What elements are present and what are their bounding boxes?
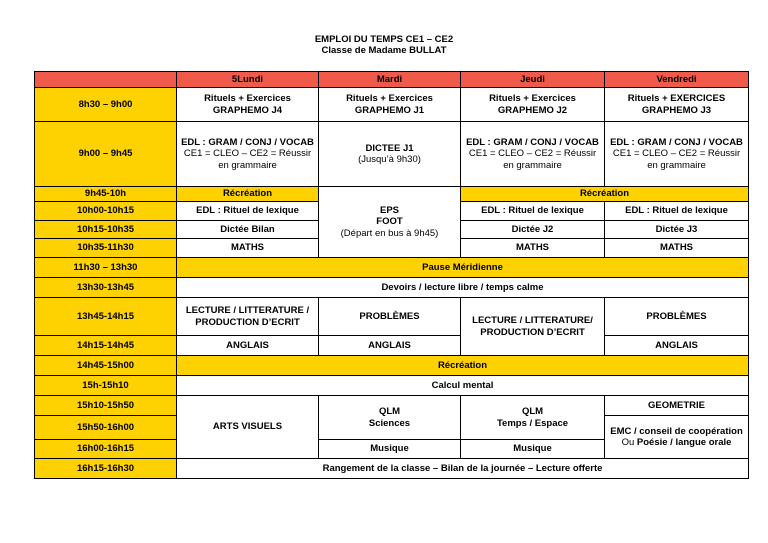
cell-emc <box>605 416 749 459</box>
cell-edl-sub: CE1 = CLEO – CE2 = Réussir en grammaire <box>468 148 597 171</box>
cell-maths-vendredi: MATHS <box>605 239 749 258</box>
cell-edl-lundi <box>177 122 319 187</box>
cell-rituels-vendredi: Rituels + EXERCICES GRAPHEMO J3 <box>605 88 749 122</box>
cell-recreation-jeudi-vendredi: Récréation <box>461 187 749 202</box>
cell-emc-ou: Ou <box>621 437 637 448</box>
cell-rituels-lundi: Rituels + Exercices GRAPHEMO J4 <box>177 88 319 122</box>
cell-edl-title: EDL : GRAM / CONJ / VOCAB <box>466 136 599 148</box>
cell-eps <box>319 187 461 258</box>
cell-dictee-j1-title: DICTEE J1 <box>365 142 414 154</box>
time-cell: 16h15-16h30 <box>35 459 177 479</box>
cell-anglais-mardi: ANGLAIS <box>319 336 461 356</box>
cell-devoirs: Devoirs / lecture libre / temps calme <box>177 278 749 298</box>
cell-qlm-temps-espace: Temps / Espace <box>496 417 569 429</box>
time-cell: 8h30 – 9h00 <box>35 88 177 122</box>
cell-arts-visuels: ARTS VISUELS <box>177 396 319 459</box>
time-cell: 10h35-11h30 <box>35 239 177 258</box>
cell-problemes-mardi: PROBLÈMES <box>319 298 461 336</box>
cell-edl-title: EDL : GRAM / CONJ / VOCAB <box>610 136 743 148</box>
time-cell: 15h50-16h00 <box>35 416 177 440</box>
table-row <box>35 376 749 396</box>
cell-emc-title: EMC / conseil de coopération <box>610 425 743 437</box>
cell-lexique-vendredi: EDL : Rituel de lexique <box>605 202 749 221</box>
time-cell: 16h00-16h15 <box>35 440 177 459</box>
cell-lexique-jeudi: EDL : Rituel de lexique <box>461 202 605 221</box>
cell-eps-note: (Départ en bus à 9h45) <box>340 227 439 239</box>
time-cell: 9h45-10h <box>35 187 177 202</box>
cell-edl-sub: CE1 = CLEO – CE2 = Réussir en grammaire <box>612 148 741 171</box>
cell-rangement: Rangement de la classe – Bilan de la journée – Lecture offerte <box>177 459 749 479</box>
cell-anglais-lundi: ANGLAIS <box>177 336 319 356</box>
time-cell: 11h30 – 13h30 <box>35 258 177 278</box>
cell-dictee-j1-note: (Jusqu’à 9h30) <box>358 154 421 165</box>
table-row <box>35 298 749 336</box>
cell-qlm-sciences: Sciences <box>368 417 411 429</box>
day-header-lundi: 5Lundi <box>177 72 319 88</box>
table-row <box>35 459 749 479</box>
table-row <box>35 278 749 298</box>
cell-edl-jeudi <box>461 122 605 187</box>
page-subtitle: Classe de Madame BULLAT <box>321 45 447 56</box>
cell-geometrie: GEOMETRIE <box>605 396 749 416</box>
cell-emc-alt <box>607 437 746 449</box>
header-row <box>35 72 749 88</box>
cell-rituels-jeudi: Rituels + Exercices GRAPHEMO J2 <box>461 88 605 122</box>
table-row <box>35 356 749 376</box>
cell-recreation-lundi: Récréation <box>177 187 319 202</box>
cell-lecture-jeudi: LECTURE / LITTERATURE/ PRODUCTION D’ECRIT <box>461 298 605 356</box>
cell-musique-mardi: Musique <box>319 440 461 459</box>
day-header-mardi: Mardi <box>319 72 461 88</box>
time-cell: 9h00 – 9h45 <box>35 122 177 187</box>
day-header-jeudi: Jeudi <box>461 72 605 88</box>
cell-eps-title: EPS <box>379 204 399 216</box>
cell-dictee-j1 <box>319 122 461 187</box>
cell-qlm-title: QLM <box>378 406 401 417</box>
cell-edl-sub: CE1 = CLEO – CE2 = Réussir en grammaire <box>183 148 312 171</box>
cell-lexique-lundi: EDL : Rituel de lexique <box>177 202 319 221</box>
cell-qlm-title: QLM <box>521 406 544 417</box>
cell-dictee-bilan: Dictée Bilan <box>177 221 319 239</box>
time-cell: 14h45-15h00 <box>35 356 177 376</box>
table-row <box>35 258 749 278</box>
cell-pause: Pause Méridienne <box>177 258 749 278</box>
corner-cell <box>35 72 177 88</box>
time-cell: 10h15-10h35 <box>35 221 177 239</box>
cell-emc-poesie: Poésie / langue orale <box>636 437 732 448</box>
timetable <box>34 71 749 479</box>
cell-edl-vendredi <box>605 122 749 187</box>
cell-maths-jeudi: MATHS <box>461 239 605 258</box>
time-cell: 14h15-14h45 <box>35 336 177 356</box>
table-row <box>35 396 749 416</box>
cell-rituels-mardi: Rituels + Exercices GRAPHEMO J1 <box>319 88 461 122</box>
time-cell: 13h45-14h15 <box>35 298 177 336</box>
cell-lecture-lundi: LECTURE / LITTERATURE / PRODUCTION D’ECRIT <box>177 298 319 336</box>
cell-qlm-jeudi <box>461 396 605 440</box>
cell-maths-lundi: MATHS <box>177 239 319 258</box>
cell-calcul-mental: Calcul mental <box>177 376 749 396</box>
time-cell: 13h30-13h45 <box>35 278 177 298</box>
day-header-vendredi: Vendredi <box>605 72 749 88</box>
cell-recreation-afternoon: Récréation <box>177 356 749 376</box>
time-cell: 15h10-15h50 <box>35 396 177 416</box>
time-cell: 10h00-10h15 <box>35 202 177 221</box>
cell-edl-title: EDL : GRAM / CONJ / VOCAB <box>181 136 314 148</box>
cell-anglais-vendredi: ANGLAIS <box>605 336 749 356</box>
cell-eps-sub: FOOT <box>376 216 403 228</box>
table-row <box>35 88 749 122</box>
table-row <box>35 122 749 187</box>
table-row <box>35 336 749 356</box>
time-cell: 15h-15h10 <box>35 376 177 396</box>
cell-dictee-j2: Dictée J2 <box>461 221 605 239</box>
cell-musique-jeudi: Musique <box>461 440 605 459</box>
page-title: EMPLOI DU TEMPS CE1 – CE2 <box>314 34 454 45</box>
cell-dictee-j3: Dictée J3 <box>605 221 749 239</box>
cell-qlm-mardi <box>319 396 461 440</box>
table-row <box>35 187 749 202</box>
cell-problemes-vendredi: PROBLÈMES <box>605 298 749 336</box>
